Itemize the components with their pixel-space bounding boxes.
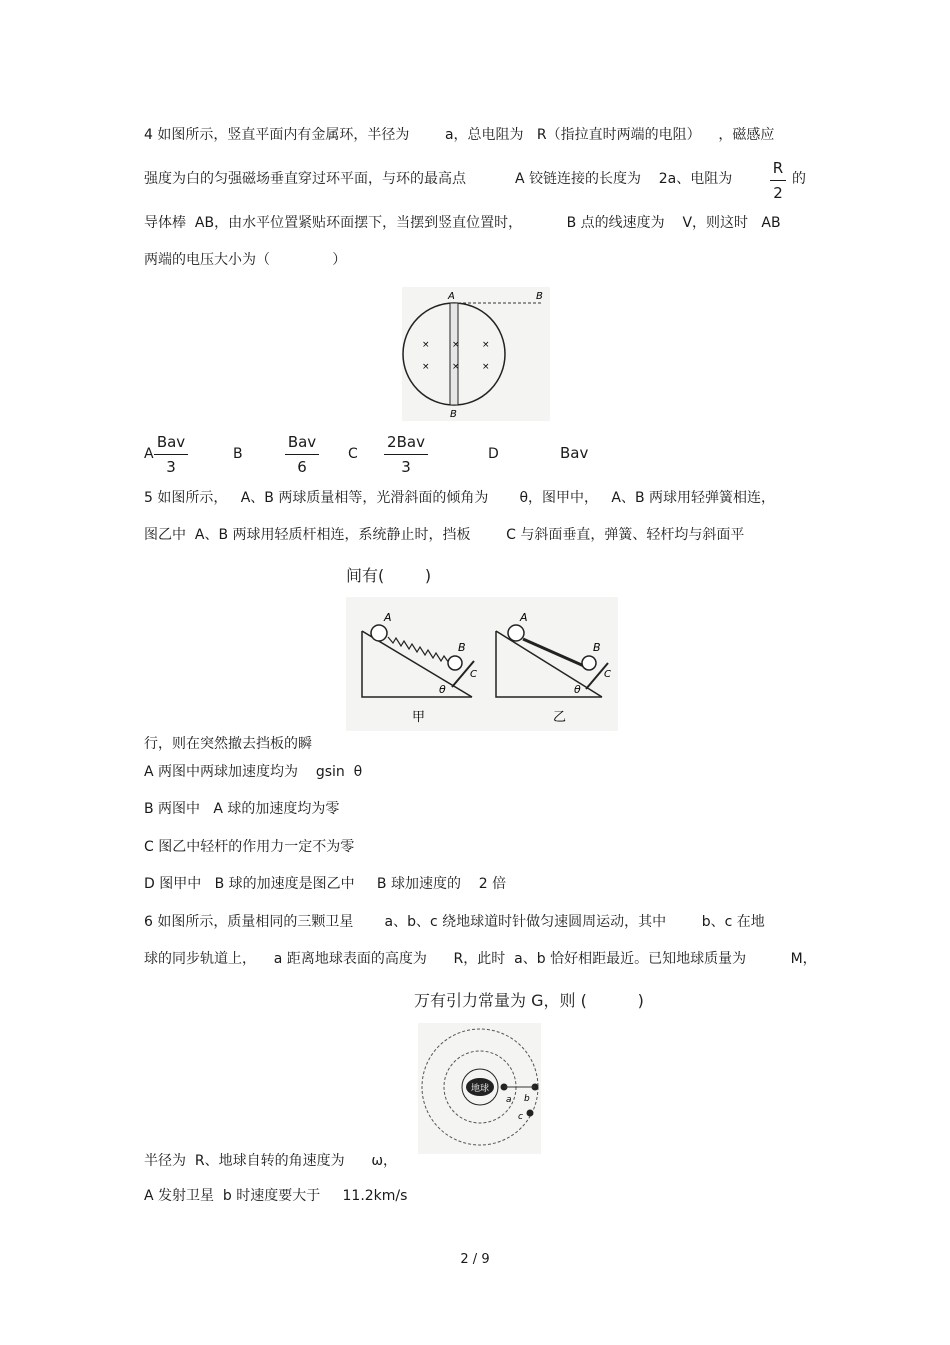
label-c-yi: C xyxy=(604,669,611,680)
q6-orbit-figure xyxy=(418,1023,541,1154)
conductor-rod xyxy=(450,303,458,405)
fraction-numerator: R xyxy=(772,159,784,177)
field-cross-icon: × xyxy=(482,340,490,350)
q4-r-over-2 xyxy=(770,158,786,203)
label-yi: 乙 xyxy=(553,710,567,725)
q4-option-d-text: Bav xyxy=(560,444,589,462)
fraction-denominator: 3 xyxy=(401,458,411,476)
q5-option-d: D 图甲中 B 球的加速度是图乙中 B 球加速度的 2 倍 xyxy=(144,876,507,892)
fraction-bar xyxy=(154,454,188,455)
fraction-denominator: 6 xyxy=(297,458,307,476)
q4-option-b-fraction xyxy=(285,432,319,477)
satellite-c xyxy=(527,1110,534,1117)
label-c-jia: C xyxy=(470,669,477,680)
field-cross-icon: × xyxy=(452,340,460,350)
q4-option-a-fraction xyxy=(154,432,188,477)
label-a: A xyxy=(448,291,455,302)
q4-option-b-letter: B xyxy=(233,446,243,462)
q4-option-c-letter: C xyxy=(348,446,358,462)
q6-scanned-text: 万有引力常量为 G，则 ( ) xyxy=(414,991,644,1010)
label-theta-jia: θ xyxy=(439,683,446,696)
ball-b-yi xyxy=(582,656,596,670)
q5-line-1: 5 如图所示， A、B 两球质量相等，光滑斜面的倾角为 θ，图甲中， A、B 两球用轻弹簧相连， xyxy=(144,490,776,506)
q6-line-2: 球的同步轨道上， a 距离地球表面的高度为 R，此时 a、b 恰好相距最近。已知地球质量为 M， xyxy=(144,951,817,967)
field-cross-icon: × xyxy=(422,362,430,372)
fraction-numerator: 2Bav xyxy=(387,433,425,451)
label-a: a xyxy=(506,1095,512,1105)
ring-diagram xyxy=(402,287,550,421)
label-a-jia: A xyxy=(384,611,392,624)
q4-option-a-letter: A xyxy=(144,446,154,462)
q4-line-1: 4 如图所示，竖直平面内有金属环，半径为 a，总电阻为 R（指拉直时两端的电阻） ，磁感应 xyxy=(144,127,775,143)
q5-scanned-text: 间有( ) xyxy=(346,566,432,585)
q4-line-2-end: 的 xyxy=(792,171,806,187)
q4-line-3: 导体棒 AB，由水平位置紧贴环面摆下，当摆到竖直位置时， B 点的线速度为 V，则这时 AB xyxy=(144,215,781,231)
label-b: B xyxy=(450,409,457,420)
ball-a-yi xyxy=(508,625,524,641)
q5-option-c: C 图乙中轻杆的作用力一定不为零 xyxy=(144,839,355,855)
label-a-yi: A xyxy=(520,611,528,624)
label-theta-yi: θ xyxy=(574,683,581,696)
label-b-horizontal: B xyxy=(536,291,543,302)
q4-ring-figure xyxy=(402,287,550,421)
q5-option-b: B 两图中 A 球的加速度均为零 xyxy=(144,801,340,817)
field-cross-icon: × xyxy=(482,362,490,372)
label-b-yi: B xyxy=(593,641,601,654)
label-c: c xyxy=(518,1112,523,1122)
q6-option-a: A 发射卫星 b 时速度要大于 11.2km/s xyxy=(144,1188,408,1204)
field-cross-icon: × xyxy=(422,340,430,350)
label-b-jia: B xyxy=(458,641,466,654)
q4-line-4: 两端的电压大小为（ ） xyxy=(144,252,347,268)
q5-option-a: A 两图中两球加速度均为 gsin θ xyxy=(144,764,363,780)
field-cross-icon: × xyxy=(452,362,460,372)
spring xyxy=(388,637,449,663)
light-rod xyxy=(523,639,584,666)
ball-a-jia xyxy=(371,625,387,641)
q6-line-3: 半径为 R、地球自转的角速度为 ω， xyxy=(144,1153,398,1169)
q4-option-c-fraction xyxy=(384,432,428,477)
page-number: 2 / 9 xyxy=(460,1252,490,1267)
q6-line-1: 6 如图所示，质量相同的三颗卫星 a、b、c 绕地球道时针做匀速圆周运动，其中 b、c 在地 xyxy=(144,914,765,930)
fraction-numerator: Bav xyxy=(156,433,186,451)
fraction-bar xyxy=(285,454,319,455)
q5-line-2: 图乙中 A、B 两球用轻质杆相连，系统静止时，挡板 C 与斜面垂直，弹簧、轻杆均与斜面平 xyxy=(144,527,745,543)
fraction-bar xyxy=(770,180,786,181)
q5-line-3: 行，则在突然撤去挡板的瞬 xyxy=(144,736,312,752)
q5-incline-figure xyxy=(346,597,618,731)
ball-b-jia xyxy=(448,656,462,670)
q4-line-2: 强度为白的匀强磁场垂直穿过环平面，与环的最高点 A 铰链连接的长度为 2a、电阻为 xyxy=(144,171,733,187)
label-jia: 甲 xyxy=(412,710,426,725)
fraction-denominator: 2 xyxy=(773,184,783,202)
fraction-bar xyxy=(384,454,428,455)
label-b: b xyxy=(524,1094,530,1104)
q4-option-d-letter: D xyxy=(488,446,499,462)
earth-label: 地球 xyxy=(471,1084,490,1094)
fraction-denominator: 3 xyxy=(166,458,176,476)
orbit-diagram xyxy=(418,1023,541,1154)
fraction-numerator: Bav xyxy=(287,433,317,451)
incline-diagram xyxy=(346,597,618,731)
